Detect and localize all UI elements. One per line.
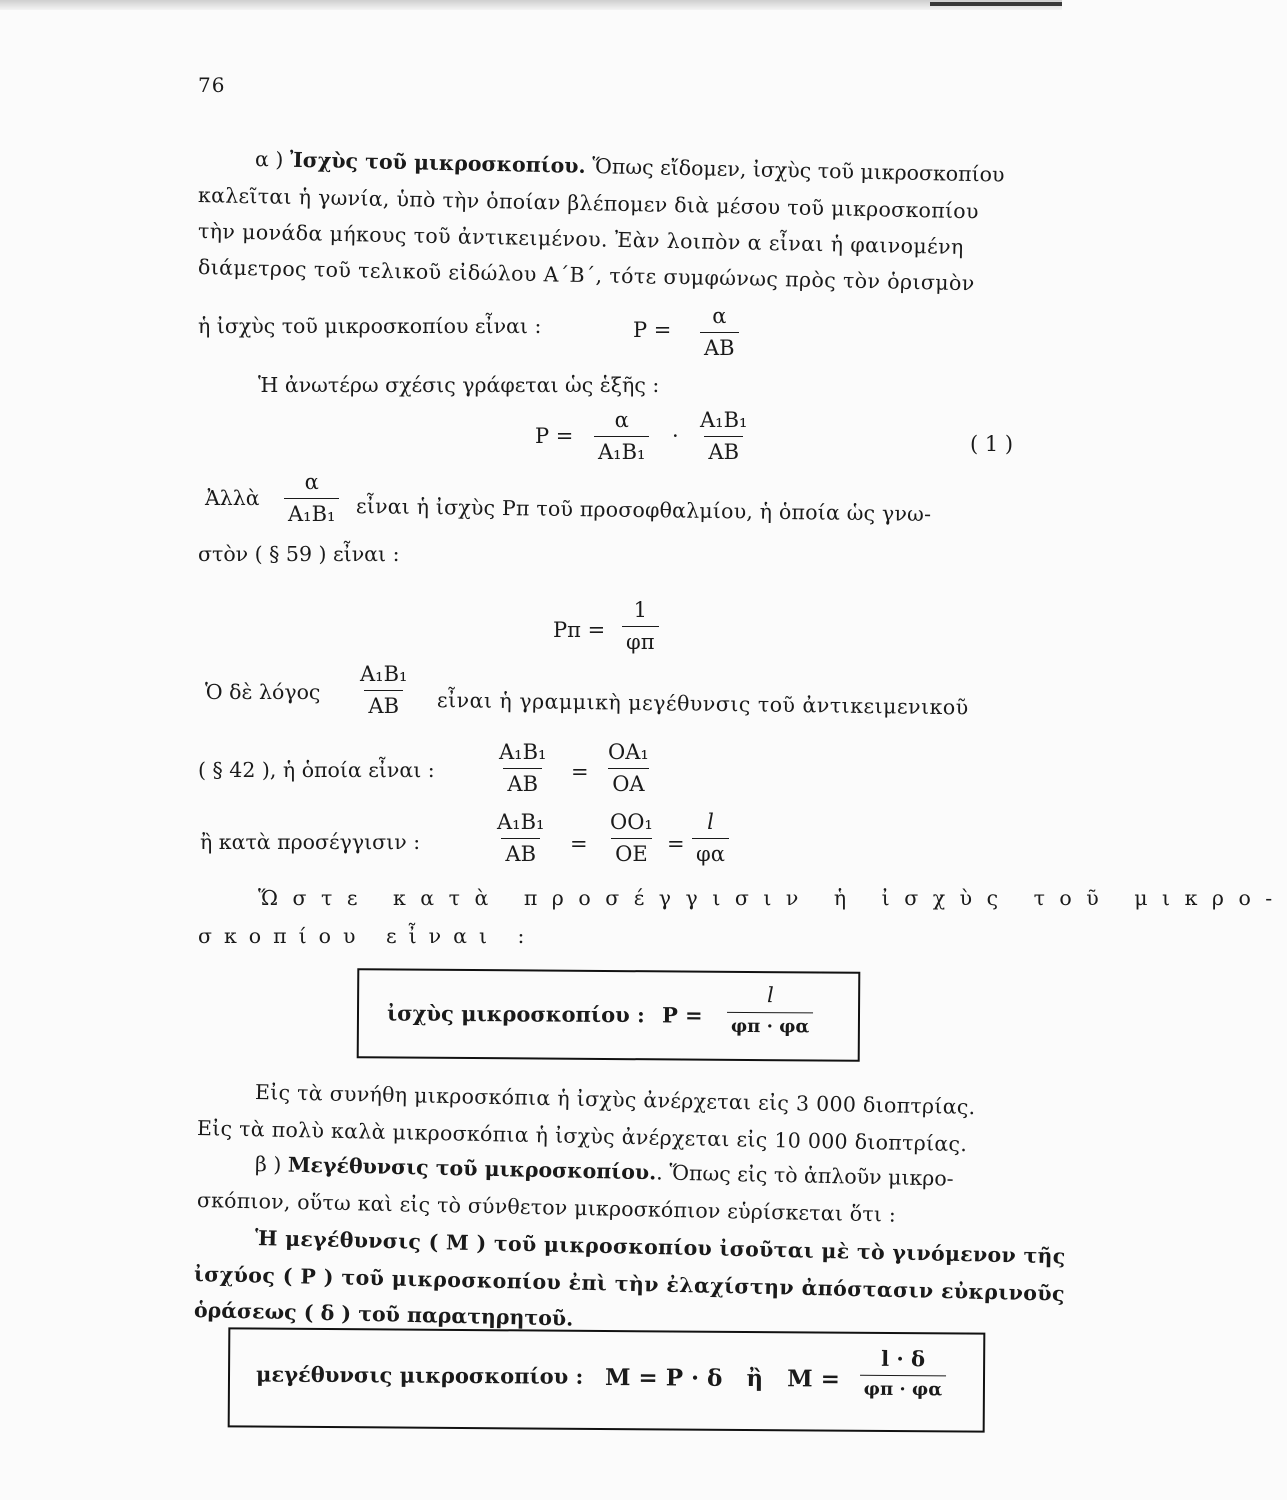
eq-lin-equals: = [571, 760, 589, 784]
eq1-num1: α [614, 408, 629, 432]
para3-bold-line2: ἰσχύος ( P ) τοῦ μικροσκοπίου ἐπὶ τὴν ἐλαχίστην ἀπόστασιν εὐκρινοῦς [193, 1262, 1066, 1306]
box1-label: ἰσχὺς μικροσκοπίου : [386, 1000, 645, 1028]
power-formula-box [357, 968, 861, 1062]
conclusion-line2: σκοπίου εἶναι : [198, 924, 537, 948]
alla-fraction [284, 472, 339, 525]
eq1-fraction-1 [594, 410, 649, 463]
rewrite-line: Ἡ ἀνωτέρω σχέσις γράφεται ὡς ἑξῆς : [258, 373, 660, 397]
eq-a-lhs: P = [633, 318, 672, 342]
para1-line1 [255, 147, 1005, 187]
eq-approx-equals-2: = [667, 832, 685, 856]
para3-line2: σκόπιον, οὕτω καὶ εἰς τὸ σύνθετον μικροσκόπιον εὑρίσκεται ὅτι : [196, 1188, 897, 1227]
eq-approx-den2: OE [611, 838, 652, 865]
para2-line2: Εἰς τὰ πολὺ καλὰ μικροσκόπια ἡ ἰσχὺς ἀνέρχεται εἰς 10 000 διοπτρίας. [196, 1116, 968, 1157]
box2-num: l · δ [881, 1345, 926, 1372]
eq-a-den: AB [700, 332, 739, 359]
eq1-den1: A₁B₁ [594, 436, 649, 463]
para3-line1-text: . Ὅπως εἰς τὸ ἁπλοῦν μικρο- [656, 1160, 954, 1191]
para1-heading: Ἰσχὺς τοῦ μικροσκοπίου. [289, 147, 586, 178]
para1-line3: τὴν μονάδα μήκους τοῦ ἀντικειμένου. Ἐὰν λοιπὸν α εἶναι ἡ φαινομένη [197, 219, 964, 260]
eq-approx-num3: l [707, 810, 714, 834]
eq1-lhs: P = [535, 424, 574, 448]
eq-lin-num1: A₁B₁ [499, 740, 547, 764]
logos-fraction [356, 664, 411, 717]
para1-line5: ἡ ἰσχὺς τοῦ μικροσκοπίου εἶναι : [198, 314, 542, 338]
para1-line1-text: Ὅπως εἴδομεν, ἰσχὺς τοῦ μικροσκοπίου [585, 153, 1005, 187]
magnification-formula-box [228, 1327, 986, 1432]
eq1-num2: A₁B₁ [700, 408, 748, 432]
eq-approx-prefix: ἢ κατὰ προσέγγισιν : [200, 830, 421, 854]
alla-num: α [304, 470, 319, 494]
para3-line1 [255, 1152, 954, 1191]
eq-a-fraction [700, 306, 739, 359]
eq-lin-den2: OA [608, 768, 648, 795]
box1-fraction [727, 985, 814, 1037]
eq-approx-num2: OO₁ [610, 810, 653, 834]
box2-label: μεγέθυνσις μικροσκοπίου : [255, 1361, 584, 1389]
eq-p-fraction [622, 600, 659, 653]
alla-line2: στὸν ( § 59 ) εἶναι : [198, 542, 400, 566]
scan-top-edge [0, 0, 1062, 10]
box1-num: l [766, 983, 774, 1008]
eq-approx-num1: A₁B₁ [497, 810, 545, 834]
eq-lin-prefix: ( § 42 ), ἡ ὁποία εἶναι : [198, 758, 435, 782]
eq-p-lhs: Pπ = [553, 618, 606, 642]
logos-num: A₁B₁ [360, 662, 408, 686]
para1-line4: διάμετρος τοῦ τελικοῦ εἰδώλου Α΄Β΄, τότε συμφώνως πρὸς τὸν ὁρισμὸν [197, 255, 975, 296]
para3-bold-line3: ὁράσεως ( δ ) τοῦ παρατηρητοῦ. [193, 1298, 574, 1331]
para2-line1: Εἰς τὰ συνήθη μικροσκόπια ἡ ἰσχὺς ἀνέρχεται εἰς 3 000 διοπτρίας. [254, 1080, 976, 1120]
logos-rest: εἶναι ἡ γραμμικὴ μεγέθυνσις τοῦ ἀντικειμενικοῦ [436, 688, 969, 720]
eq-approx-fraction-3 [692, 812, 729, 865]
eq-p-num: 1 [633, 598, 647, 622]
eq-a-num: α [712, 304, 727, 328]
eq-approx-den3: φα [692, 838, 729, 865]
eq-p-den: φπ [622, 626, 659, 653]
logos-den: AB [364, 690, 403, 717]
eq-approx-fraction-1 [493, 812, 548, 865]
para3-label: β ) [254, 1152, 289, 1177]
eq-lin-fraction-2 [604, 742, 653, 795]
eq1-number: ( 1 ) [970, 432, 1014, 456]
box2-fraction [855, 1345, 951, 1401]
box1-lhs: P = [661, 1002, 703, 1028]
alla-rest: εἶναι ἡ ἰσχὺς Pπ τοῦ προσοφθαλμίου, ἡ ὁποία ὡς γνω- [355, 494, 932, 527]
para3-heading: Μεγέθυνσις τοῦ μικροσκοπίου. [287, 1152, 657, 1185]
alla-prefix: Ἀλλὰ [205, 486, 260, 510]
box2-expr: M = P · δ ἢ M = [604, 1363, 841, 1393]
eq-approx-equals-1: = [570, 832, 588, 856]
para3-bold-line1: Ἡ μεγέθυνσις ( M ) τοῦ μικροσκοπίου ἰσοῦται μὲ τὸ γινόμενον τῆς [254, 1226, 1066, 1269]
para1-label: α ) [254, 147, 291, 172]
eq1-den2: AB [704, 436, 743, 463]
page-number: 76 [198, 73, 226, 97]
eq-approx-den1: AB [501, 838, 540, 865]
eq-lin-fraction-1 [495, 742, 550, 795]
scan-top-edge-mark [930, 2, 1062, 6]
conclusion-line1: Ὥστε κατὰ προσέγγισιν ἡ ἰσχὺς τοῦ μικρο- [258, 886, 1287, 910]
eq1-fraction-2 [696, 410, 751, 463]
para1-line2: καλεῖται ἡ γωνία, ὑπὸ τὴν ὁποίαν βλέπομεν διὰ μέσου τοῦ μικροσκοπίου [197, 183, 979, 224]
eq-approx-fraction-2 [606, 812, 657, 865]
box2-den: φπ · φα [860, 1375, 947, 1400]
eq-lin-num2: OA₁ [608, 740, 649, 764]
eq1-dot: · [672, 424, 679, 448]
eq-lin-den1: AB [503, 768, 542, 795]
alla-den: A₁B₁ [284, 498, 339, 525]
logos-prefix: Ὁ δὲ λόγος [205, 680, 321, 704]
box1-den: φπ · φα [727, 1012, 814, 1037]
